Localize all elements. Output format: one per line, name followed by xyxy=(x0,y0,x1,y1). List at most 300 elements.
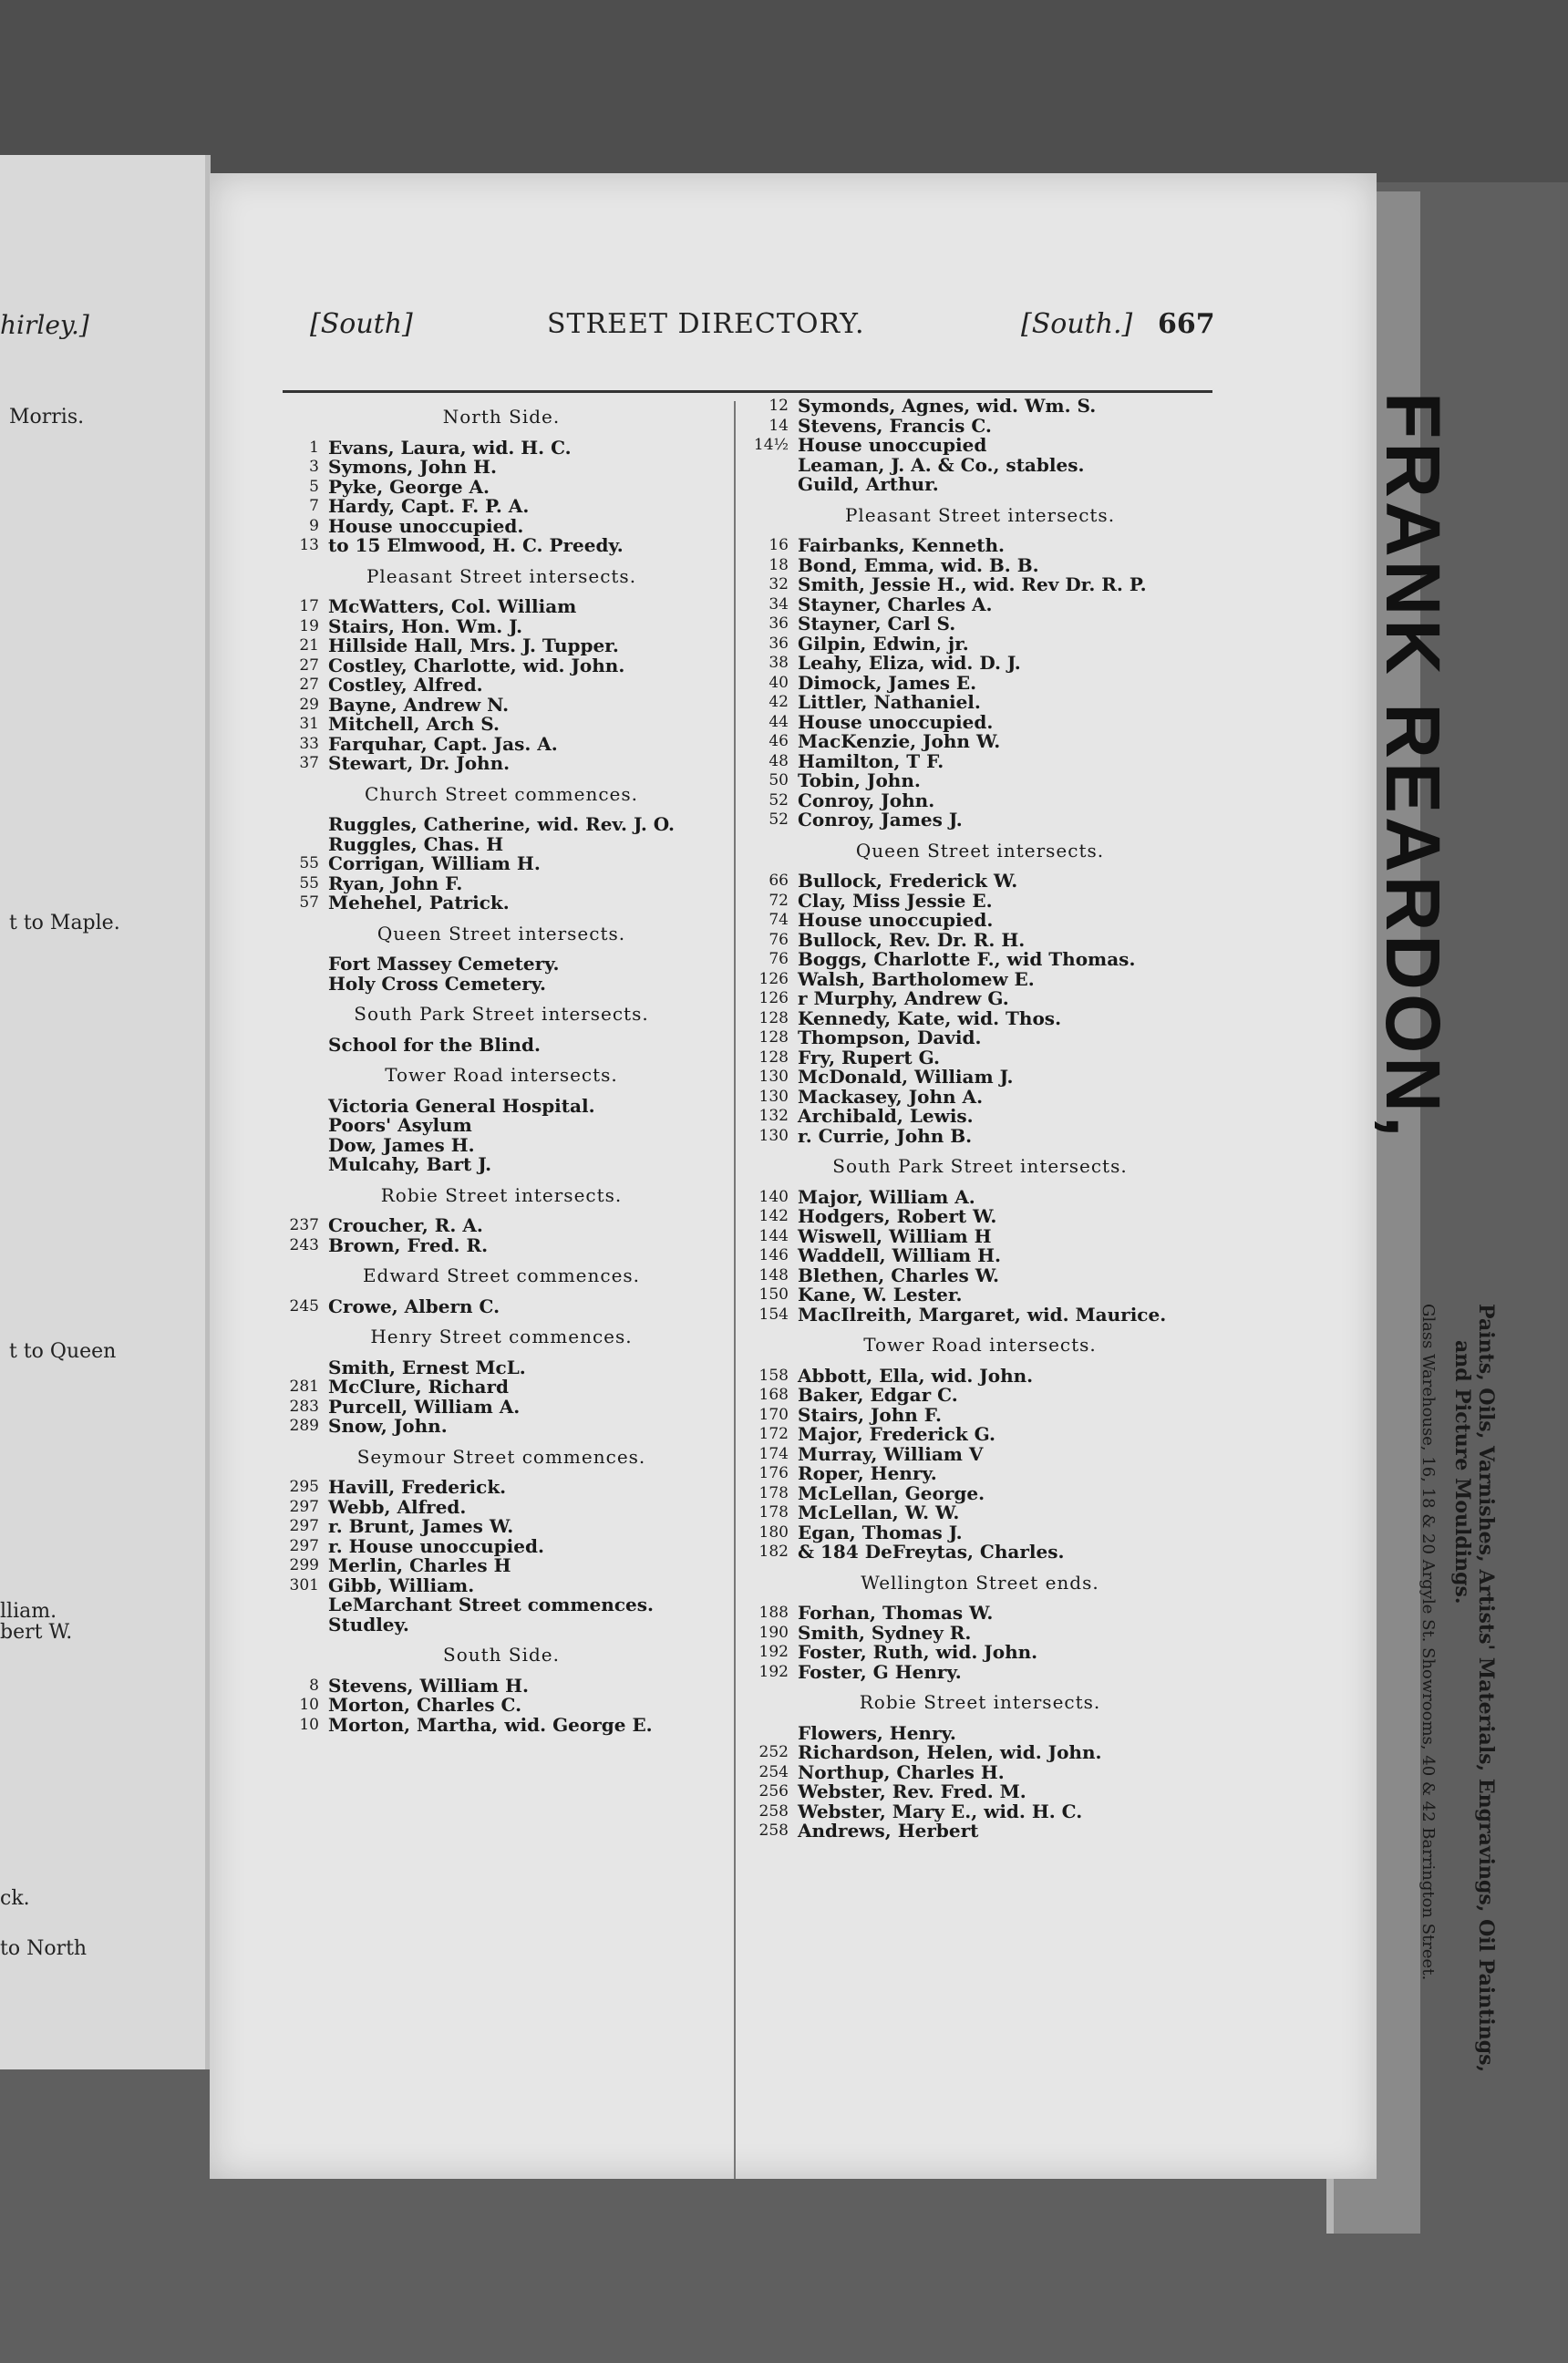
resident-name: Webster, Mary E., wid. H. C. xyxy=(798,1800,1083,1822)
section-heading: Wellington Street ends. xyxy=(861,1571,1099,1594)
resident-name: Ruggles, Chas. H xyxy=(328,832,504,855)
house-number: 146 xyxy=(758,1246,789,1264)
resident-name: Foster, G Henry. xyxy=(798,1660,962,1683)
house-number: 243 xyxy=(289,1235,319,1254)
resident-name: Poors' Asylum xyxy=(328,1114,472,1136)
house-number: 126 xyxy=(758,989,789,1007)
directory-entry xyxy=(743,791,1217,811)
directory-entry xyxy=(273,1216,729,1236)
directory-entry xyxy=(743,1246,1217,1266)
house-number: 174 xyxy=(758,1444,789,1463)
left-page xyxy=(0,155,211,2069)
house-number xyxy=(273,1136,328,1156)
directory-entry xyxy=(743,397,1217,417)
resident-name: McWatters, Col. William xyxy=(328,595,577,617)
resident-name: Leaman, J. A. & Co., stables. xyxy=(798,453,1085,476)
resident-name: Foster, Ruth, wid. John. xyxy=(798,1641,1038,1663)
resident-name: House unoccupied. xyxy=(798,710,994,733)
header-right-label: [South.] xyxy=(1021,308,1133,340)
resident-name: r Murphy, Andrew G. xyxy=(798,987,1009,1009)
resident-name: Webb, Alfred. xyxy=(328,1495,467,1518)
resident-name: & 184 DeFreytas, Charles. xyxy=(798,1541,1065,1563)
directory-entry xyxy=(273,458,729,478)
house-number: 144 xyxy=(758,1226,789,1245)
resident-name: r. Brunt, James W. xyxy=(328,1515,514,1537)
house-number: 130 xyxy=(758,1068,789,1086)
house-number: 17 xyxy=(299,597,319,615)
house-number: 76 xyxy=(769,950,789,968)
house-number: 297 xyxy=(289,1536,319,1555)
directory-entry xyxy=(743,1481,1217,1504)
resident-name: Snow, John. xyxy=(328,1415,448,1437)
resident-name: Major, William A. xyxy=(798,1185,975,1208)
resident-name: Littler, Nathaniel. xyxy=(798,691,981,713)
directory-entry xyxy=(743,1621,1217,1644)
resident-name: McClure, Richard xyxy=(328,1376,509,1398)
directory-entry xyxy=(743,1425,1217,1445)
resident-name: Thompson, David. xyxy=(798,1027,982,1048)
directory-entry xyxy=(743,928,1217,951)
house-number: 128 xyxy=(758,1047,789,1067)
house-number: 283 xyxy=(289,1397,319,1416)
left-page-fragment: Morris. xyxy=(9,406,85,428)
resident-name: Stevens, William H. xyxy=(328,1674,529,1697)
directory-entry xyxy=(743,1464,1217,1484)
directory-entry xyxy=(743,1543,1217,1563)
resident-name: LeMarchant Street commences. xyxy=(328,1594,654,1615)
resident-name: Smith, Sydney R. xyxy=(798,1621,972,1644)
directory-entry xyxy=(273,1233,729,1256)
house-number xyxy=(743,475,798,495)
directory-entry xyxy=(273,1094,729,1117)
directory-entry xyxy=(273,614,729,637)
house-number: 14 xyxy=(769,416,789,435)
resident-name: Farquhar, Capt. Jas. A. xyxy=(328,732,558,755)
house-number: 245 xyxy=(289,1296,319,1316)
house-number: 281 xyxy=(289,1378,319,1396)
resident-name: Gilpin, Edwin, jr. xyxy=(798,632,969,655)
directory-entry xyxy=(273,1534,729,1557)
house-number: 8 xyxy=(309,1676,319,1695)
directory-entry xyxy=(743,1185,1217,1208)
directory-entry xyxy=(743,614,1217,635)
resident-name: Pyke, George A. xyxy=(328,475,490,498)
left-page-fragment: ck. xyxy=(0,1887,30,1910)
directory-entry xyxy=(743,595,1217,615)
directory-entry xyxy=(743,436,1217,456)
resident-name: Smith, Jessie H., wid. Rev Dr. R. P. xyxy=(798,573,1147,595)
house-number: 18 xyxy=(769,555,789,574)
advertisement xyxy=(1208,392,1498,2142)
resident-name: Fort Massey Cemetery. xyxy=(328,953,560,975)
resident-name: Archibald, Lewis. xyxy=(798,1105,974,1127)
resident-name: Havill, Frederick. xyxy=(328,1476,507,1498)
directory-entry xyxy=(273,1517,729,1537)
resident-name: Costley, Charlotte, wid. John. xyxy=(328,654,625,676)
house-number: 10 xyxy=(299,1715,319,1734)
directory-entry xyxy=(273,893,729,913)
house-number: 7 xyxy=(309,497,319,515)
resident-name: Corrigan, William H. xyxy=(328,852,541,874)
resident-name: McDonald, William J. xyxy=(798,1066,1014,1088)
house-number xyxy=(273,1595,328,1615)
directory-entry xyxy=(743,1743,1217,1763)
house-number: 180 xyxy=(758,1522,789,1542)
house-number: 31 xyxy=(299,715,319,733)
resident-name: Morton, Charles C. xyxy=(328,1694,522,1716)
resident-name: Hodgers, Robert W. xyxy=(798,1205,997,1227)
directory-entry xyxy=(743,1068,1217,1088)
left-page-fragment: t to Queen xyxy=(9,1340,117,1363)
directory-entry xyxy=(273,436,729,459)
house-number: 128 xyxy=(758,1008,789,1027)
resident-name: Northup, Charles H. xyxy=(798,1760,1005,1783)
header-rule xyxy=(283,390,1212,393)
directory-entry xyxy=(273,1595,729,1615)
house-number xyxy=(273,975,328,995)
house-number: 29 xyxy=(299,695,319,714)
resident-name: Walsh, Bartholomew E. xyxy=(798,967,1035,990)
directory-page xyxy=(210,173,1498,2179)
resident-name: Conroy, James J. xyxy=(798,809,963,831)
advert-line-address: Glass Warehouse, 16, 18 & 20 Argyle St. Showrooms, 40 & 42 Barrington Street. xyxy=(1418,1304,1438,1981)
directory-entry xyxy=(743,575,1217,595)
directory-entry xyxy=(743,1386,1217,1406)
house-number: 176 xyxy=(758,1464,789,1482)
directory-entry xyxy=(273,874,729,894)
house-number: 55 xyxy=(299,854,319,872)
directory-entry xyxy=(273,1713,729,1736)
directory-entry xyxy=(273,1478,729,1498)
directory-entry xyxy=(273,1358,729,1378)
house-number: 172 xyxy=(758,1425,789,1443)
house-number: 42 xyxy=(769,693,789,711)
resident-name: Leahy, Eliza, wid. D. J. xyxy=(798,652,1021,674)
resident-name: Boggs, Charlotte F., wid Thomas. xyxy=(798,948,1136,970)
house-number: 297 xyxy=(289,1517,319,1535)
section-heading: Pleasant Street intersects. xyxy=(366,564,637,587)
house-number: 188 xyxy=(758,1604,789,1622)
house-number: 192 xyxy=(758,1662,789,1681)
directory-entry xyxy=(743,911,1217,931)
section-heading: North Side. xyxy=(442,406,561,428)
section-heading: South Side. xyxy=(443,1644,560,1666)
resident-name: r. House unoccupied. xyxy=(328,1534,544,1557)
resident-name: Victoria General Hospital. xyxy=(328,1094,595,1117)
directory-entry xyxy=(273,1133,729,1156)
directory-entry xyxy=(743,1503,1217,1523)
resident-name: Abbott, Ella, wid. John. xyxy=(798,1364,1034,1387)
resident-name: Blethen, Charles W. xyxy=(798,1264,1000,1286)
house-number: 55 xyxy=(299,873,319,893)
resident-name: Gibb, William. xyxy=(328,1574,475,1596)
resident-name: Andrews, Herbert xyxy=(798,1820,979,1842)
house-number: 289 xyxy=(289,1417,319,1435)
directory-entry xyxy=(743,1224,1217,1247)
directory-entry xyxy=(743,1266,1217,1286)
resident-name: Ryan, John F. xyxy=(328,872,463,894)
section-heading: Church Street commences. xyxy=(365,782,638,805)
directory-entry xyxy=(743,1364,1217,1387)
directory-entry xyxy=(273,754,729,774)
house-number: 254 xyxy=(758,1762,789,1781)
directory-entry xyxy=(743,1048,1217,1068)
directory-entry xyxy=(743,414,1217,437)
house-number: 52 xyxy=(769,790,789,810)
directory-entry xyxy=(743,1124,1217,1147)
directory-entry xyxy=(743,771,1217,791)
directory-entry xyxy=(273,1495,729,1518)
directory-entry xyxy=(743,632,1217,655)
resident-name: Bullock, Frederick W. xyxy=(798,870,1018,892)
house-number: 192 xyxy=(758,1643,789,1661)
house-number: 148 xyxy=(758,1265,789,1285)
house-number: 48 xyxy=(769,751,789,770)
directory-entry xyxy=(743,475,1217,495)
section-heading: Tower Road intersects. xyxy=(385,1064,618,1086)
house-number: 21 xyxy=(299,636,319,655)
resident-name: Costley, Alfred. xyxy=(328,674,483,696)
directory-entry xyxy=(273,536,729,556)
house-number: 178 xyxy=(758,1483,789,1502)
resident-name: Egan, Thomas J. xyxy=(798,1521,963,1543)
resident-name: Purcell, William A. xyxy=(328,1395,521,1418)
advert-name: FRANK REARDON, xyxy=(1370,392,1456,1141)
directory-entry xyxy=(743,1006,1217,1029)
directory-entry xyxy=(743,749,1217,772)
section-heading: Edward Street commences. xyxy=(362,1264,641,1286)
directory-entry xyxy=(273,1378,729,1398)
directory-entry xyxy=(743,1821,1217,1842)
directory-entry xyxy=(273,676,729,696)
directory-entry xyxy=(273,1395,729,1418)
section-heading: Robie Street intersects. xyxy=(859,1691,1101,1713)
house-number: 32 xyxy=(769,575,789,593)
directory-entry xyxy=(273,972,729,995)
house-number: 126 xyxy=(758,969,789,988)
resident-name: Mulcahy, Bart J. xyxy=(328,1153,492,1175)
resident-name: to 15 Elmwood, H. C. Preedy. xyxy=(328,534,624,556)
house-number: 237 xyxy=(289,1216,319,1234)
house-number: 299 xyxy=(289,1556,319,1574)
resident-name: Mehehel, Patrick. xyxy=(328,892,510,913)
page-header xyxy=(210,308,1215,354)
resident-name: Stairs, Hon. Wm. J. xyxy=(328,614,523,637)
house-number: 158 xyxy=(758,1366,789,1385)
directory-entry xyxy=(743,1107,1217,1127)
directory-entry xyxy=(743,967,1217,990)
resident-name: Kane, W. Lester. xyxy=(798,1284,963,1305)
directory-entry xyxy=(273,1674,729,1697)
house-number: 37 xyxy=(299,754,319,772)
directory-entry xyxy=(743,1305,1217,1326)
house-number: 1 xyxy=(309,438,319,457)
right-column xyxy=(743,397,1217,1842)
house-number xyxy=(273,954,328,975)
resident-name: House unoccupied xyxy=(798,434,987,456)
house-number: 130 xyxy=(758,1126,789,1145)
house-number: 74 xyxy=(769,911,789,929)
page-title: STREET DIRECTORY. xyxy=(547,308,865,340)
directory-entry xyxy=(273,497,729,517)
resident-name: Stayner, Carl S. xyxy=(798,613,956,635)
resident-name: Guild, Arthur. xyxy=(798,473,939,495)
directory-entry xyxy=(273,715,729,735)
resident-name: Ruggles, Catherine, wid. Rev. J. O. xyxy=(328,813,675,835)
resident-name: Major, Frederick G. xyxy=(798,1423,995,1445)
resident-name: Stayner, Charles A. xyxy=(798,593,993,615)
house-number xyxy=(273,835,328,855)
section-heading: Henry Street commences. xyxy=(370,1326,633,1347)
resident-name: Webster, Rev. Fred. M. xyxy=(798,1780,1026,1802)
house-number xyxy=(273,815,328,835)
resident-name: Stairs, John F. xyxy=(798,1403,942,1426)
section-heading: Pleasant Street intersects. xyxy=(844,503,1116,526)
directory-entry xyxy=(273,1696,729,1716)
directory-entry xyxy=(743,1660,1217,1683)
directory-entry xyxy=(273,514,729,537)
directory-entry xyxy=(743,710,1217,733)
directory-entry xyxy=(273,832,729,855)
directory-entry xyxy=(273,954,729,975)
house-number: 38 xyxy=(769,654,789,672)
house-number: 297 xyxy=(289,1497,319,1516)
resident-name: Roper, Henry. xyxy=(798,1462,937,1484)
directory-entry xyxy=(743,810,1217,831)
house-number xyxy=(273,1155,328,1175)
resident-name: Smith, Ernest McL. xyxy=(328,1356,526,1378)
resident-name: Stewart, Dr. John. xyxy=(328,752,511,774)
directory-entry xyxy=(743,1802,1217,1822)
house-number: 44 xyxy=(769,712,789,731)
background-top xyxy=(0,0,1568,182)
directory-entry xyxy=(743,1403,1217,1426)
header-left-label: [South] xyxy=(310,308,413,340)
directory-entry xyxy=(743,989,1217,1009)
directory-entry xyxy=(273,815,729,835)
column-divider xyxy=(734,401,736,2179)
resident-name: McLellan, W. W. xyxy=(798,1501,960,1523)
resident-name: Evans, Laura, wid. H. C. xyxy=(328,436,572,459)
directory-entry xyxy=(743,671,1217,694)
directory-entry xyxy=(743,1207,1217,1227)
directory-entry xyxy=(273,1155,729,1175)
house-number: 27 xyxy=(299,655,319,675)
resident-name: House unoccupied. xyxy=(798,909,994,931)
directory-entry xyxy=(273,1116,729,1136)
left-page-fragment: lliam. xyxy=(0,1600,57,1623)
resident-name: Symons, John H. xyxy=(328,456,497,478)
house-number: 178 xyxy=(758,1503,789,1522)
directory-entry xyxy=(273,1576,729,1596)
directory-entry xyxy=(743,654,1217,674)
resident-name: Symonds, Agnes, wid. Wm. S. xyxy=(798,395,1097,417)
directory-entry xyxy=(743,1442,1217,1465)
directory-entry xyxy=(273,1033,729,1056)
directory-entry xyxy=(743,889,1217,912)
section-heading: South Park Street intersects. xyxy=(354,1003,649,1025)
directory-entry xyxy=(743,1028,1217,1048)
directory-entry xyxy=(743,693,1217,713)
directory-entry xyxy=(273,636,729,656)
directory-entry xyxy=(743,872,1217,892)
house-number: 130 xyxy=(758,1087,789,1106)
house-number xyxy=(743,456,798,476)
left-page-fragment: t to Maple. xyxy=(9,912,120,934)
directory-entry xyxy=(273,1615,729,1636)
house-number: 13 xyxy=(299,536,319,554)
advert-line-products: Paints, Oils, Varnishes, Artists' Materials, Engravings, Oil Paintings, xyxy=(1474,1304,1498,2073)
resident-name: Holy Cross Cemetery. xyxy=(328,972,547,995)
house-number: 132 xyxy=(758,1107,789,1125)
left-column xyxy=(273,397,729,1735)
house-number: 168 xyxy=(758,1386,789,1404)
resident-name: School for the Blind. xyxy=(328,1033,541,1056)
resident-name: Fairbanks, Kenneth. xyxy=(798,534,1005,556)
resident-name: Mitchell, Arch S. xyxy=(328,713,500,735)
resident-name: Brown, Fred. R. xyxy=(328,1233,489,1256)
resident-name: Wiswell, William H xyxy=(798,1224,992,1247)
house-number: 40 xyxy=(769,673,789,692)
section-heading: Queen Street intersects. xyxy=(377,922,626,944)
house-number: 14½ xyxy=(753,436,789,454)
resident-name: Studley. xyxy=(328,1613,409,1636)
house-number: 12 xyxy=(769,397,789,415)
house-number: 5 xyxy=(309,477,319,496)
directory-entry xyxy=(273,1556,729,1576)
resident-name: Bullock, Rev. Dr. R. H. xyxy=(798,928,1026,951)
resident-name: Richardson, Helen, wid. John. xyxy=(798,1741,1102,1763)
directory-entry xyxy=(743,1285,1217,1305)
resident-name: Stevens, Francis C. xyxy=(798,414,992,437)
resident-name: House unoccupied. xyxy=(328,514,524,537)
house-number: 33 xyxy=(299,734,319,753)
resident-name: McLellan, George. xyxy=(798,1481,985,1504)
directory-entry xyxy=(743,1085,1217,1108)
house-number: 142 xyxy=(758,1207,789,1225)
directory-entry xyxy=(273,656,729,676)
directory-entry xyxy=(743,1721,1217,1744)
resident-name: Dimock, James E. xyxy=(798,671,977,694)
house-number: 170 xyxy=(758,1405,789,1424)
resident-name: Forhan, Thomas W. xyxy=(798,1602,994,1624)
house-number: 66 xyxy=(769,872,789,890)
house-number: 128 xyxy=(758,1028,789,1047)
resident-name: Kennedy, Kate, wid. Thos. xyxy=(798,1006,1062,1029)
left-page-fragment: bert W. xyxy=(0,1621,73,1644)
house-number: 46 xyxy=(769,732,789,750)
resident-name: Dow, James H. xyxy=(328,1133,475,1156)
house-number: 182 xyxy=(758,1543,789,1561)
advert-line-mouldings: and Picture Mouldings. xyxy=(1450,1340,1474,1605)
resident-name: Baker, Edgar C. xyxy=(798,1384,958,1406)
house-number: 9 xyxy=(309,516,319,535)
resident-name: Croucher, R. A. xyxy=(328,1214,483,1236)
directory-entry xyxy=(743,536,1217,556)
resident-name: Hamilton, T F. xyxy=(798,749,944,772)
house-number xyxy=(273,1097,328,1117)
house-number: 256 xyxy=(758,1782,789,1801)
directory-entry xyxy=(743,1523,1217,1543)
directory-entry xyxy=(743,1604,1217,1624)
directory-entry xyxy=(743,553,1217,576)
house-number xyxy=(273,1615,328,1636)
house-number xyxy=(273,1036,328,1056)
resident-name: Conroy, John. xyxy=(798,789,935,811)
house-number: 72 xyxy=(769,891,789,910)
house-number xyxy=(273,1358,328,1378)
house-number: 36 xyxy=(769,614,789,633)
